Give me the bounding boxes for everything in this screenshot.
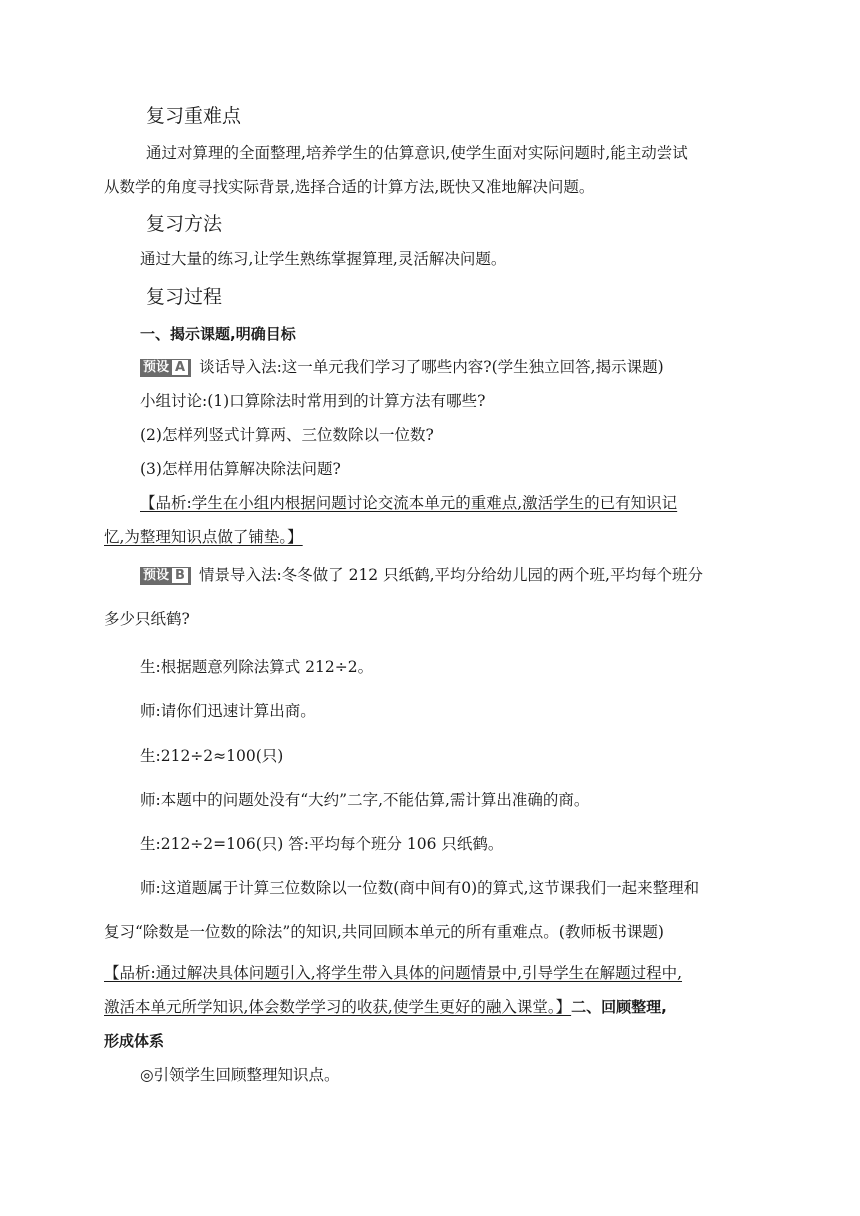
preset-a-badge: 预设 A xyxy=(140,359,191,377)
analysis-b-line-1: 【品析:通过解决具体问题引入,将学生带入具体的问题情景中,引导学生在解题过程中, xyxy=(104,964,683,982)
dialogue-line-6: 师:这道题属于计算三位数除以一位数(商中间有0)的算式,这节课我们一起来整理和 xyxy=(140,879,700,897)
key-points-line-2: 从数学的角度寻找实际背景,选择合适的计算方法,既快又准地解决问题。 xyxy=(104,178,595,196)
dialogue-line-3: 生:212÷2≈100(只) xyxy=(140,747,284,765)
preset-b-badge: 预设 B xyxy=(140,567,191,585)
dialogue-line-7: 复习“除数是一位数的除法”的知识,共同回顾本单元的所有重难点。(教师板书课题) xyxy=(104,923,664,941)
discussion-line-3: (3)怎样用估算解决除法问题? xyxy=(140,460,341,478)
preset-a-text: 谈话导入法:这一单元我们学习了哪些内容?(学生独立回答,揭示课题) xyxy=(199,358,664,376)
key-points-line-1: 通过对算理的全面整理,培养学生的估算意识,使学生面对实际问题时,能主动尝试 xyxy=(146,144,688,162)
dialogue-line-5: 生:212÷2=106(只) 答:平均每个班分 106 只纸鹤。 xyxy=(140,835,504,853)
analysis-a-line-2: 忆,为整理知识点做了铺垫。】 xyxy=(104,528,303,546)
preset-b-text-cont: 多少只纸鹤? xyxy=(104,610,190,628)
preset-b-line xyxy=(140,564,703,586)
part-one-title: 一、揭示课题,明确目标 xyxy=(140,325,296,343)
discussion-line-2: (2)怎样列竖式计算两、三位数除以一位数? xyxy=(140,426,434,444)
method-text: 通过大量的练习,让学生熟练掌握算理,灵活解决问题。 xyxy=(140,250,507,268)
analysis-b-line-2: 激活本单元所学知识,体会数学学习的收获,使学生更好的融入课堂。】 xyxy=(104,998,572,1016)
heading-method: 复习方法 xyxy=(146,213,223,235)
dialogue-line-2: 师:请你们迅速计算出商。 xyxy=(140,702,316,720)
analysis-a-line-1: 【品析:学生在小组内根据问题讨论交流本单元的重难点,激活学生的已有知识记 xyxy=(140,494,678,512)
part-two-title-cont: 形成体系 xyxy=(104,1032,165,1050)
guide-text: ◎引领学生回顾整理知识点。 xyxy=(140,1066,340,1084)
part-two-title: 二、回顾整理, xyxy=(571,998,667,1016)
heading-process: 复习过程 xyxy=(146,286,223,308)
preset-b-text: 情景导入法:冬冬做了 212 只纸鹤,平均分给幼儿园的两个班,平均每个班分 xyxy=(198,566,703,584)
heading-key-points: 复习重难点 xyxy=(146,105,242,127)
dialogue-line-4: 师:本题中的问题处没有“大约”二字,不能估算,需计算出准确的商。 xyxy=(140,791,590,809)
discussion-line-1: 小组讨论:(1)口算除法时常用到的计算方法有哪些? xyxy=(140,392,486,410)
preset-a-line xyxy=(140,356,664,378)
analysis-b-line-2-row xyxy=(104,996,667,1018)
dialogue-line-1: 生:根据题意列除法算式 212÷2。 xyxy=(140,658,374,676)
